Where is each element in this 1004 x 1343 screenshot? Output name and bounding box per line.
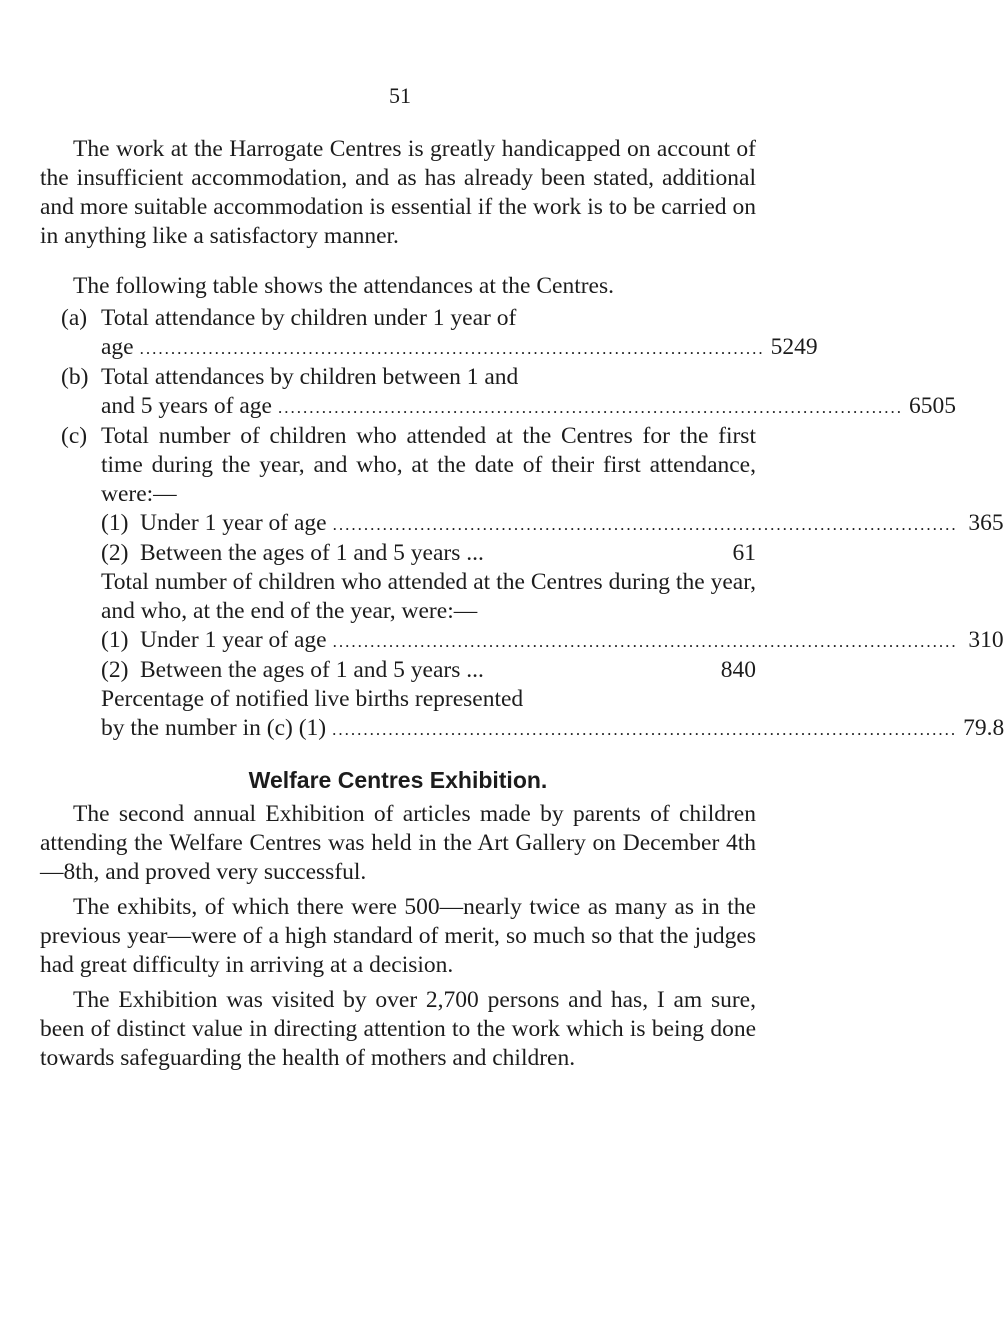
sub-entry-value: 310 [968, 627, 1004, 653]
exhibition-paragraph: The Exhibition was visited by over 2,700 persons and has, I am sure, been of distinct value in directing attention to the work which is being done towards safeguarding the health of mothers and children. [40, 987, 756, 1071]
attendance-entry-e [40, 685, 1004, 744]
dot-leader: .................................................................................................... [332, 515, 958, 534]
entry-text-cont: age [101, 334, 134, 360]
entry-text: Total number of children who attended at the Centres during the year, and who, at the end of the year, were:— [101, 569, 756, 624]
exhibition-paragraph: The second annual Exhibition of articles made by parents of children attending the Welfare Centres was held in the Art Gallery on December 4th—8th, and proved very successful. [40, 801, 756, 885]
entry-label: (c) [61, 423, 88, 449]
attendance-table-intro: The following table shows the attendances at the Centres. [73, 273, 614, 299]
dot-leader: .................................................................................................... [277, 398, 903, 417]
entry-text: Percentage of notified live births represented [101, 686, 524, 712]
page-number: 51 [389, 83, 411, 108]
sub-entry [40, 509, 1004, 539]
sub-entry-text: Between the ages of 1 and 5 years ... [140, 540, 484, 566]
sub-entry-label: (2) [101, 540, 129, 566]
sub-entry [40, 626, 1004, 656]
dot-leader: .................................................................................................... [332, 720, 958, 739]
attendance-entry-b [40, 363, 956, 422]
entry-text: Total attendances by children between 1 and [101, 364, 519, 390]
sub-list [101, 626, 1004, 685]
entry-leader-line [101, 333, 818, 363]
entry-leader-line [140, 539, 756, 568]
sub-entry [40, 656, 756, 685]
attendance-entry-d [40, 568, 1004, 685]
attendance-entry-c [40, 422, 1004, 568]
attendance-table [40, 304, 1004, 744]
sub-entry-text: Under 1 year of age [140, 627, 327, 653]
entry-text-cont: by the number in (c) (1) [101, 715, 327, 741]
dot-leader: .................................................................................................... [332, 632, 958, 651]
entry-leader-line [140, 626, 1004, 656]
entry-value: 79.8 [963, 715, 1004, 741]
sub-list [101, 509, 1004, 568]
entry-leader-line [101, 392, 956, 422]
entry-leader-line [140, 509, 1004, 539]
entry-text-cont: and 5 years of age [101, 393, 272, 419]
entry-text: Total number of children who attended at the Centres for the first time during the year, and who, at the date of their first attendance, were:— [101, 423, 756, 507]
entry-label: (b) [61, 364, 89, 390]
attendance-entry-a [40, 304, 818, 363]
exhibition-paragraph: The exhibits, of which there were 500—nearly twice as many as in the previous year—were of a high standard of merit, so much so that the judges had great difficulty in arriving at a decision. [40, 894, 756, 978]
dot-leader: .................................................................................................... [139, 339, 765, 358]
sub-entry-label: (1) [101, 627, 129, 653]
sub-entry-text: Under 1 year of age [140, 510, 327, 536]
sub-entry-label: (2) [101, 657, 129, 683]
entry-leader-line [101, 714, 1004, 744]
sub-entry-label: (1) [101, 510, 129, 536]
entry-value: 6505 [908, 393, 956, 419]
entry-value: 5249 [770, 334, 818, 360]
entry-label: (a) [61, 305, 88, 331]
sub-entry-value: 61 [732, 540, 756, 566]
sub-entry [40, 539, 756, 568]
intro-paragraph: The work at the Harrogate Centres is greatly handicapped on account of the insufficient accommodation, and as has already been stated, additional and more suitable accommodation is essential if the work is to be carried on in anything like a satisfactory manner. [40, 136, 756, 249]
sub-entry-value: 840 [720, 657, 756, 683]
sub-entry-text: Between the ages of 1 and 5 years ... [140, 657, 484, 683]
entry-text: Total attendance by children under 1 year of [101, 305, 517, 331]
sub-entry-value: 365 [968, 510, 1004, 536]
section-heading: Welfare Centres Exhibition. [248, 767, 548, 793]
page-body [40, 135, 1004, 1073]
entry-leader-line [140, 656, 756, 685]
